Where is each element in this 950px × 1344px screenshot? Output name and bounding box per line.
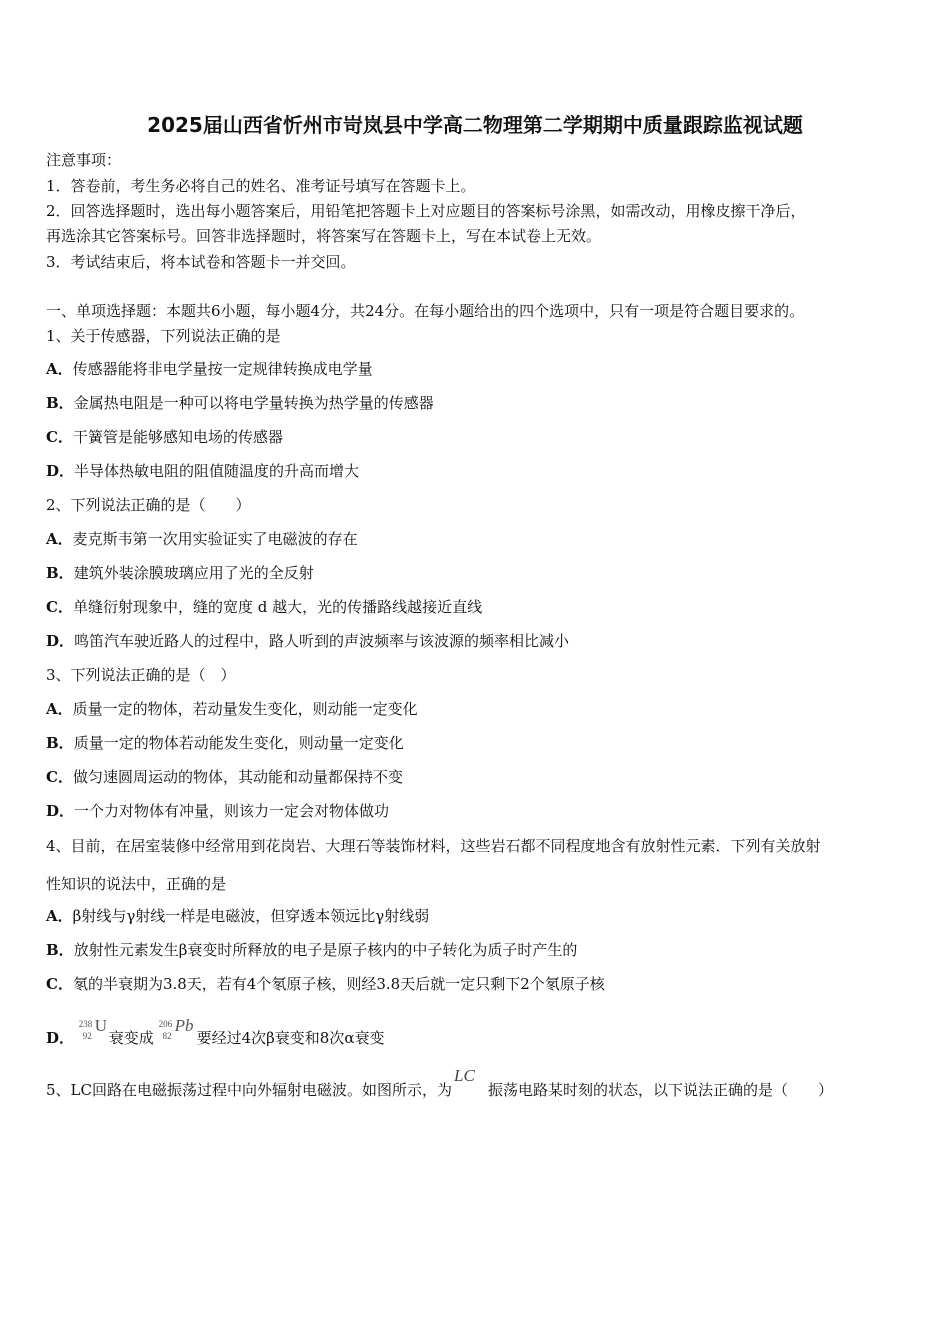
q2-option-b	[46, 564, 314, 582]
option-text: 单缝衍射现象中，缝的宽度 d 越大，光的传播路线越接近直线	[72, 598, 483, 616]
option-label: B．	[46, 734, 74, 752]
option-label: A．	[46, 530, 73, 548]
notice-heading: 注意事项：	[46, 151, 122, 169]
option-label: D．	[46, 462, 75, 480]
q1-option-a	[46, 360, 373, 378]
option-label: A．	[46, 700, 73, 718]
question-4-stem: 4、目前，在居室装修中经常用到花岗岩、大理石等装饰材料，这些岩石都不同程度地含有放射性元素．下列有关放射	[46, 837, 821, 855]
option-text: 鸣笛汽车驶近路人的过程中，路人听到的声波频率与该波源的频率相比减小	[74, 632, 570, 650]
q4-option-b	[46, 941, 577, 959]
section-heading: 一、单项选择题：本题共6小题，每小题4分，共24分。在每小题给出的四个选项中，只有一项是符合题目要求的。	[46, 302, 805, 320]
option-text: 干簧管是能够感知电场的传感器	[72, 428, 283, 446]
atomic-number: 92	[82, 1031, 92, 1041]
option-label: C．	[46, 975, 73, 993]
option-label: D．	[46, 1029, 75, 1047]
option-text: 衰变成	[108, 1029, 154, 1047]
q3-option-c	[46, 768, 403, 786]
q4-option-a	[46, 907, 429, 925]
option-label: A．	[46, 360, 73, 378]
q2-option-c	[46, 598, 482, 616]
option-label: B．	[46, 941, 74, 959]
uranium-isotope	[78, 1016, 109, 1045]
lead-isotope	[158, 1016, 197, 1045]
option-text: 金属热电阻是一种可以将电学量转换为热学量的传感器	[73, 394, 434, 412]
option-text: 建筑外装涂膜玻璃应用了光的全反射	[73, 564, 314, 582]
q2-option-a	[46, 530, 358, 548]
option-label: A．	[46, 907, 73, 925]
q3-option-d	[46, 802, 389, 820]
option-text: 半导体热敏电阻的阻值随温度的升高而增大	[74, 462, 360, 480]
question-3-stem: 3、下列说法正确的是（ ）	[46, 666, 236, 684]
option-label: B．	[46, 394, 74, 412]
q1-option-b	[46, 394, 434, 412]
option-label: D．	[46, 802, 75, 820]
question-1-stem: 1、关于传感器，下列说法正确的是	[46, 327, 281, 345]
stem-text: 振荡电路某时刻的状态，以下说法正确的是（ ）	[487, 1081, 833, 1099]
option-text: β射线与γ射线一样是电磁波，但穿透本领远比γ射线弱	[72, 907, 430, 925]
q4-option-c	[46, 975, 605, 993]
q1-option-d	[46, 462, 359, 480]
option-label: C．	[46, 768, 73, 786]
option-text: 放射性元素发生β衰变时所释放的电子是原子核内的中子转化为质子时产生的	[73, 941, 578, 959]
option-text: 一个力对物体有冲量，则该力一定会对物体做功	[74, 802, 390, 820]
notice-item: 3．考试结束后，将本试卷和答题卡一并交回。	[46, 253, 356, 271]
option-text: 传感器能将非电学量按一定规律转换成电学量	[72, 360, 373, 378]
element-symbol: U	[94, 1016, 108, 1035]
lc-formula-image: LC	[453, 1066, 475, 1085]
question-4-stem-cont: 性知识的说法中，正确的是	[46, 875, 227, 893]
option-text: 做匀速圆周运动的物体，其动能和动量都保持不变	[72, 768, 403, 786]
notice-item: 2．回答选择题时，选出每小题答案后，用铅笔把答题卡上对应题目的答案标号涂黑，如需改动，用橡皮擦干净后，	[46, 202, 806, 220]
option-label: C．	[46, 598, 73, 616]
option-label: C．	[46, 428, 73, 446]
q3-option-a	[46, 700, 418, 718]
atomic-number: 82	[162, 1031, 172, 1041]
option-text: 氡的半衰期为3.8天，若有4个氡原子核，则经3.8天后就一定只剩下2个氡原子核	[72, 975, 605, 993]
option-text: 麦克斯韦第一次用实验证实了电磁波的存在	[72, 530, 358, 548]
mass-number: 206	[158, 1019, 173, 1029]
q4-option-d	[46, 1016, 385, 1047]
mass-number: 238	[78, 1019, 93, 1029]
notice-item: 再选涂其它答案标号。回答非选择题时，将答案写在答题卡上，写在本试卷上无效。	[46, 227, 602, 245]
q3-option-b	[46, 734, 404, 752]
element-symbol: Pb	[174, 1016, 194, 1035]
stem-text: 5、LC回路在电磁振荡过程中向外辐射电磁波。如图所示，为	[46, 1081, 452, 1099]
option-label: D．	[46, 632, 75, 650]
q1-option-c	[46, 428, 283, 446]
notice-item: 1．答卷前，考生务必将自己的姓名、准考证号填写在答题卡上。	[46, 177, 476, 195]
q2-option-d	[46, 632, 569, 650]
option-text: 要经过4次β衰变和8次α衰变	[196, 1029, 385, 1047]
option-label: B．	[46, 564, 74, 582]
page-title: 2025届山西省忻州市岢岚县中学高二物理第二学期期中质量跟踪监视试题	[147, 113, 803, 137]
question-2-stem: 2、下列说法正确的是（ ）	[46, 496, 251, 514]
question-5-stem	[46, 1066, 833, 1099]
option-text: 质量一定的物体，若动量发生变化，则动能一定变化	[72, 700, 418, 718]
option-text: 质量一定的物体若动能发生变化，则动量一定变化	[73, 734, 404, 752]
